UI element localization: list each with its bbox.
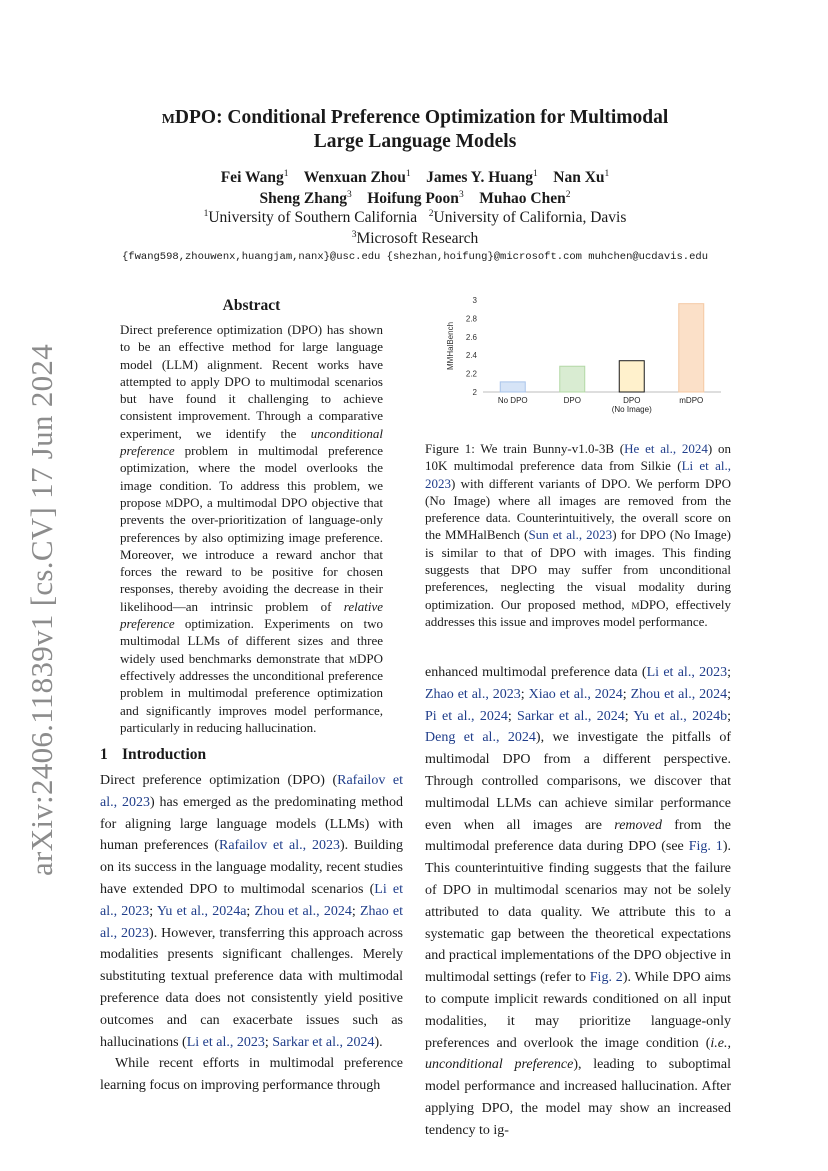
y-tick-label: 2.2 [465, 369, 477, 379]
citation-link[interactable]: Sun et al., 2023 [528, 527, 613, 543]
y-tick-label: 2.4 [465, 351, 477, 361]
author-name: Muhao Chen [479, 190, 566, 207]
citation-link[interactable]: Li et al., 2023 [100, 881, 403, 919]
figure-1-caption: Figure 1: We train Bunny-v1.0-3B (He et al., 2024) on 10K multimodal preference data from Silkie (Li et al., 2023) with different variants of DPO. We perform DPO (No Image) where all images are removed from the preference data. Counterintuitively, the overall score on the MMHalBench (Sun et al., 2023) for DPO (No Image) is similar to that of DPO with images. This finding suggests that DPO may suffer from unconditional preferences, neglecting the visual modality during optimization. Our proposed method, mDPO, effectively addresses this issue and improves model performance. [425, 441, 732, 629]
y-tick-label: 2 [472, 388, 477, 397]
abstract-heading: Abstract [222, 297, 281, 314]
author-name: Sheng Zhang [259, 190, 347, 207]
citation-link[interactable]: Zhao et al., 2023 [100, 903, 404, 941]
intro-right-column [425, 662, 731, 1142]
figure-reference-link[interactable]: Fig. 2 [589, 970, 623, 986]
author-name: Fei Wang [220, 169, 284, 186]
author-list: Fei Wang$^1$ Wenxuan Zhou$^1$ James Y. Huang$^1$ Nan Xu$^1$ Sheng Zhang$^3$ Hoifung Poon$^3$ Muhao Chen$^2$ [220, 169, 610, 207]
citation-link[interactable]: Zhao et al., 2023 [425, 686, 521, 702]
x-tick-label: No DPO [497, 396, 528, 405]
bar [619, 361, 644, 392]
affiliation: Microsoft Research [356, 230, 479, 247]
section-heading-introduction: 1 Introduction [100, 746, 207, 763]
citation-link[interactable]: Xiao et al., 2024 [528, 686, 623, 702]
figure-1-bar-chart [425, 290, 731, 420]
citation-link[interactable]: Li et al., 2023 [425, 458, 731, 491]
title-line1: DPO: Conditional Preference Optimization for Multimodal [174, 107, 669, 128]
citation-link[interactable]: Deng et al., 2024 [425, 730, 536, 746]
author-emails: {fwang598,zhouwenx,huangjam,nanx}@usc.edu {shezhan,hoifung}@microsoft.com muhchen@ucdavis.edu [122, 251, 708, 263]
intro-paragraph-1: Direct preference optimization (DPO) (Rafailov et al., 2023) has emerged as the predominating method for aligning large language models (LLMs) with human preferences (Rafailov et al., 2023). Building on its success in the language modality, recent studies have extended DPO to multimodal scenarios (Li et al., 2023; Yu et al., 2024a; Zhou et al., 2024; Zhao et al., 2023). However, transferring this approach across modalities presents significant challenges. Merely substituting textual preference data with multimodal preference data does not consistently yield positive outcomes and can exacerbate issues such as hallucinations (Li et al., 2023; Sarkar et al., 2024). [100, 773, 404, 1050]
affiliation: University of California, Davis [433, 209, 627, 226]
affiliation: University of Southern California [208, 209, 418, 226]
title-line2: Large Language Models [313, 131, 517, 152]
y-axis-label: MMHalBench [446, 321, 455, 371]
intro-left-column [100, 770, 403, 1097]
citation-link[interactable]: Li et al., 2023 [186, 1034, 265, 1050]
y-tick-label: 3 [472, 296, 477, 305]
x-tick-label: mDPO [679, 396, 704, 405]
abstract-body: Direct preference optimization (DPO) has shown to be an effective method for large language model (LLM) alignment. Recent works have attempted to apply DPO to multimodal scenarios but have found it challenging to achieve consistent improvement. Through a comparative experiment, we identify the unconditional preference problem in multimodal preference optimization, where the model overlooks the image condition. To address this problem, we propose mDPO, a multimodal DPO objective that prevents the over-prioritization of language-only preferences by also optimizing image preference. Moreover, we introduce a reward anchor that forces the reward to be positive for chosen responses, thereby avoiding the decrease in their likelihood—an intrinsic problem of relative preference optimization. Experiments on two multimodal LLMs of different sizes and three widely used benchmarks demonstrate that mDPO effectively addresses the unconditional preference problem in multimodal preference optimization and significantly improves model performance, particularly in reducing hallucination. [120, 322, 383, 735]
citation-link[interactable]: Li et al., 2023 [646, 665, 728, 680]
citation-link[interactable]: Sarkar et al., 2024 [272, 1034, 375, 1050]
x-tick-label: DPO [623, 396, 641, 405]
citation-link[interactable]: Yu et al., 2024a [156, 903, 247, 919]
citation-link[interactable]: Rafailov et al., 2023 [218, 838, 340, 854]
citation-link[interactable]: Zhou et al., 2024 [630, 686, 728, 702]
title-smallcaps-m: m [161, 107, 175, 128]
author-name: James Y. Huang [426, 169, 534, 186]
citation-link[interactable]: Zhou et al., 2024 [254, 903, 352, 919]
author-name: Wenxuan Zhou [303, 169, 406, 186]
intro-paragraph-continued: enhanced multimodal preference data (Li et al., 2023; Zhao et al., 2023; Xiao et al., 2024; Zhou et al., 2024; Pi et al., 2024; Sarkar et al., 2024; Yu et al., 2024b; Deng et al., 2024), we investigate the pitfalls of multimodal DPO from a different perspective. Through controlled comparisons, we discover that multimodal LLMs can achieve similar performance even when all images are removed from the multimodal preference data during DPO (see Fig. 1). This counterintuitive finding suggests that the failure of DPO in multimodal scenarios may not be solely attributed to data quality. We attribute this to a systematic gap between the theoretical expectations and practical implementations of the DPO objective in multimodal settings (refer to Fig. 2). While DPO aims to compute implicit rewards conditioned on all input modalities, it may prioritize language-only preferences and overlook the image condition (i.e., unconditional preference), leading to suboptimal model performance and increased hallucination. After applying DPO, the model may show an increased tendency to ig- [425, 665, 732, 1138]
chart-svg [425, 290, 731, 420]
citation-link[interactable]: Yu et al., 2024b [633, 708, 728, 724]
affiliations: $^1$University of Southern California $^2$University of California, Davis $^3$Microsoft Research [203, 209, 627, 247]
intro-paragraph-2: While recent efforts in multimodal preference learning focus on improving performance through [100, 1056, 403, 1094]
y-tick-label: 2.8 [465, 314, 477, 324]
arxiv-identifier: arXiv:2406.11839v1 [cs.CV] 17 Jun 2024 [24, 343, 60, 877]
paper-title [110, 106, 720, 154]
citation-link[interactable]: He et al., 2024 [624, 441, 708, 456]
bar [679, 304, 704, 392]
citation-link[interactable]: Rafailov et al., 2023 [100, 773, 403, 810]
bar [500, 382, 525, 392]
y-tick-label: 2.6 [465, 332, 477, 342]
bar [560, 366, 585, 392]
citation-link[interactable]: Sarkar et al., 2024 [517, 708, 625, 724]
author-name: Nan Xu [553, 169, 605, 186]
figure-reference-link[interactable]: Fig. 1 [688, 839, 723, 855]
x-tick-label: DPO [563, 396, 581, 405]
x-tick-label: (No Image) [611, 405, 652, 414]
author-name: Hoifung Poon [367, 190, 459, 207]
citation-link[interactable]: Pi et al., 2024 [425, 708, 508, 724]
